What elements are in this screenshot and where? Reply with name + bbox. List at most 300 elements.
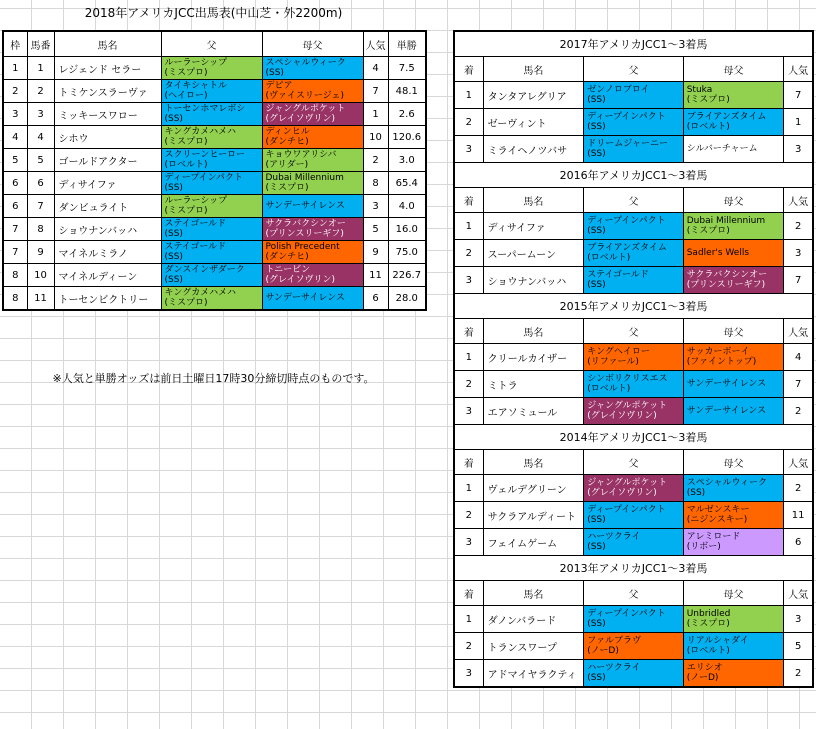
damsire-cell-line: サクラバクシンオー (686, 270, 768, 280)
damsire-cell-line: (ロベルト) (686, 122, 730, 132)
horse-name-cell: レジェンド セラー (54, 57, 161, 80)
past-header-rank: 着 (454, 319, 483, 344)
sire-cell (584, 475, 684, 502)
sire-cell-line: ドリームジャーニー (587, 139, 669, 149)
past-header-damsire: 母父 (683, 57, 784, 82)
damsire-cell-line: シルバーチャーム (686, 144, 758, 154)
umaban-cell: 3 (27, 103, 54, 126)
sire-cell (584, 82, 684, 109)
damsire-cell (683, 371, 784, 398)
damsire-cell-line: (ミスプロ) (686, 95, 730, 105)
horse-name-cell: トランスワープ (483, 633, 584, 660)
sire-cell-line: ファルブラヴ (587, 636, 642, 646)
rank-cell: 1 (454, 213, 483, 240)
sire-cell (584, 371, 684, 398)
sire-cell (584, 660, 684, 688)
sire-cell-line: ステイゴールド (587, 270, 649, 280)
horse-name-cell: トーセンビクトリー (54, 287, 161, 311)
damsire-cell (683, 633, 784, 660)
sire-cell-line: (SS) (164, 183, 183, 193)
damsire-cell-line: (ニジンスキー) (686, 515, 748, 525)
damsire-cell-line: サンデーサイレンス (265, 293, 345, 303)
popularity-cell: 7 (784, 371, 813, 398)
sire-cell (161, 287, 262, 311)
past-header-popularity: 人気 (784, 188, 813, 213)
umaban-cell: 2 (27, 80, 54, 103)
popularity-cell: 4 (784, 344, 813, 371)
waku-cell: 7 (3, 218, 27, 241)
header-popularity: 人気 (363, 31, 388, 57)
odds-cell: 3.0 (388, 149, 426, 172)
past-header-row (454, 188, 813, 213)
horse-name-cell: タンタアレグリア (483, 82, 584, 109)
umaban-cell: 7 (27, 195, 54, 218)
sire-cell-line: (グレイソヴリン) (587, 488, 657, 498)
sire-cell-line: (ミスプロ) (164, 206, 208, 216)
damsire-cell-line: リアルシャダイ (686, 636, 749, 646)
sire-cell-line: ディープインパクト (587, 505, 666, 515)
damsire-cell-line: サッカーボーイ (686, 347, 750, 357)
entry-row (3, 264, 426, 287)
sire-cell-line: キングカメハメハ (164, 288, 237, 298)
sire-cell (161, 149, 262, 172)
waku-cell: 5 (3, 149, 27, 172)
sire-cell-line: ハーツクライ (587, 532, 641, 542)
damsire-cell-line: (ミスプロ) (686, 619, 730, 629)
past-results-table (453, 30, 814, 688)
damsire-cell-line: サンデーサイレンス (686, 406, 767, 416)
sire-cell (584, 344, 684, 371)
past-header-sire: 父 (584, 581, 684, 606)
damsire-cell-line: (SS) (686, 488, 706, 498)
horse-name-cell: ミライヘノツバサ (483, 136, 584, 163)
umaban-cell: 9 (27, 241, 54, 264)
damsire-cell-line: サクラバクシンオー (265, 219, 346, 229)
popularity-cell: 2 (784, 475, 813, 502)
damsire-cell-line: (プリンスリーギフ) (265, 229, 344, 239)
horse-name-cell: マイネルディーン (54, 264, 161, 287)
damsire-cell-line: ジャングルポケット (265, 104, 346, 114)
damsire-cell (683, 606, 784, 633)
damsire-cell-line: Sadler's Wells (686, 248, 750, 258)
entry-row (3, 241, 426, 264)
sire-cell (584, 240, 684, 267)
popularity-cell: 6 (784, 529, 813, 556)
sire-cell-line: (ロベルト) (587, 253, 631, 263)
damsire-cell-line: Dubai Millennium (265, 173, 344, 183)
sire-cell (161, 264, 262, 287)
sire-cell (584, 502, 684, 529)
past-header-horse-name: 馬名 (483, 188, 584, 213)
past-result-row (454, 529, 813, 556)
rank-cell: 3 (454, 136, 483, 163)
sire-cell (584, 267, 684, 294)
rank-cell: 2 (454, 240, 483, 267)
odds-note: ※人気と単勝オッズは前日土曜日17時30分締切時点のものです。 (52, 372, 375, 385)
entry-row (3, 103, 426, 126)
header-umaban: 馬番 (27, 31, 54, 57)
sire-cell (161, 80, 262, 103)
sire-cell-line: (SS) (587, 280, 606, 290)
sire-cell-line: ゼンノロブロイ (587, 85, 650, 95)
rank-cell: 2 (454, 633, 483, 660)
sire-cell (584, 633, 684, 660)
past-header-damsire: 母父 (683, 450, 784, 475)
damsire-cell-line: (アリダー) (265, 160, 309, 170)
past-result-row (454, 633, 813, 660)
odds-cell: 120.6 (388, 126, 426, 149)
damsire-cell-line: ディンヒル (265, 127, 310, 137)
sire-cell-line: (ノーD) (587, 646, 619, 656)
past-header-rank: 着 (454, 188, 483, 213)
sire-cell-line: ジャングルポケット (587, 478, 668, 488)
past-section-title: 2014年アメリカJCC1～3着馬 (454, 425, 813, 450)
popularity-cell: 5 (363, 218, 388, 241)
sire-cell-line: キングカメハメハ (164, 127, 237, 137)
umaban-cell: 4 (27, 126, 54, 149)
sire-cell-line: トーセンホマレボシ (164, 104, 246, 114)
waku-cell: 7 (3, 241, 27, 264)
damsire-cell-line: (ファイントップ) (686, 357, 757, 367)
past-header-popularity: 人気 (784, 319, 813, 344)
past-header-row (454, 581, 813, 606)
damsire-cell (683, 502, 784, 529)
horse-name-cell: ミッキースワロー (54, 103, 161, 126)
horse-name-cell: ゴールドアクター (54, 149, 161, 172)
damsire-cell (262, 218, 363, 241)
sire-cell-line: (SS) (587, 122, 606, 132)
rank-cell: 2 (454, 109, 483, 136)
popularity-cell: 4 (363, 57, 388, 80)
sire-cell-line: (グレイソヴリン) (587, 411, 657, 421)
damsire-cell-line: スペシャルウィーク (686, 478, 767, 488)
sire-cell-line: ハーツクライ (587, 663, 641, 673)
popularity-cell: 3 (784, 240, 813, 267)
past-result-row (454, 109, 813, 136)
damsire-cell (683, 529, 784, 556)
popularity-cell: 11 (363, 264, 388, 287)
damsire-cell (683, 136, 784, 163)
odds-cell: 16.0 (388, 218, 426, 241)
past-section-title-row (454, 31, 813, 57)
umaban-cell: 1 (27, 57, 54, 80)
horse-name-cell: ミトラ (483, 371, 584, 398)
damsire-cell-line: エリシオ (686, 663, 723, 673)
damsire-cell (262, 57, 363, 80)
past-header-rank: 着 (454, 57, 483, 82)
waku-cell: 6 (3, 172, 27, 195)
rank-cell: 3 (454, 529, 483, 556)
popularity-cell: 1 (784, 109, 813, 136)
horse-name-cell: クリールカイザー (483, 344, 584, 371)
damsire-cell-line: Polish Precedent (265, 242, 340, 252)
sire-cell (161, 57, 262, 80)
sire-cell-line: (SS) (587, 515, 606, 525)
damsire-cell-line: スペシャルウィーク (265, 58, 346, 68)
rank-cell: 3 (454, 660, 483, 688)
sire-cell-line: ルーラーシップ (164, 58, 228, 68)
waku-cell: 6 (3, 195, 27, 218)
past-header-sire: 父 (584, 319, 684, 344)
damsire-cell-line: (ダンチヒ) (265, 137, 309, 147)
entry-row (3, 57, 426, 80)
horse-name-cell: ショウナンバッハ (483, 267, 584, 294)
waku-cell: 3 (3, 103, 27, 126)
past-section-title: 2017年アメリカJCC1～3着馬 (454, 31, 813, 57)
sire-cell-line: (リファール) (587, 357, 639, 367)
horse-name-cell: ディサイファ (54, 172, 161, 195)
sire-cell (161, 241, 262, 264)
sire-cell-line: ディープインパクト (587, 609, 666, 619)
damsire-cell (683, 213, 784, 240)
damsire-cell (683, 82, 784, 109)
damsire-cell (262, 195, 363, 218)
popularity-cell: 7 (784, 267, 813, 294)
rank-cell: 1 (454, 82, 483, 109)
header-horse-name: 馬名 (54, 31, 161, 57)
rank-cell: 2 (454, 371, 483, 398)
past-section-title-row (454, 425, 813, 450)
entry-row (3, 126, 426, 149)
past-section-title: 2013年アメリカJCC1～3着馬 (454, 556, 813, 581)
popularity-cell: 1 (363, 103, 388, 126)
damsire-cell-line: Unbridled (686, 609, 731, 619)
damsire-cell-line: サンデーサイレンス (265, 201, 345, 211)
sire-cell (161, 103, 262, 126)
sire-cell (584, 213, 684, 240)
sire-cell (161, 172, 262, 195)
umaban-cell: 8 (27, 218, 54, 241)
entry-header-row (3, 31, 426, 57)
past-header-horse-name: 馬名 (483, 319, 584, 344)
sire-cell-line: (ロベルト) (587, 384, 631, 394)
waku-cell: 8 (3, 287, 27, 311)
past-result-row (454, 213, 813, 240)
horse-name-cell: ショウナンバッハ (54, 218, 161, 241)
sire-cell-line: ディープインパクト (164, 173, 243, 183)
damsire-cell (262, 287, 363, 311)
damsire-cell (683, 109, 784, 136)
sire-cell-line: (ヘイロー) (164, 91, 208, 101)
umaban-cell: 11 (27, 287, 54, 311)
sire-cell-line: (ミスプロ) (164, 68, 208, 78)
damsire-cell-line: トニービン (265, 265, 311, 275)
entry-row (3, 287, 426, 311)
sire-cell-line: ステイゴールド (164, 242, 227, 252)
past-header-damsire: 母父 (683, 319, 784, 344)
damsire-cell (683, 660, 784, 688)
horse-name-cell: ヴェルデグリーン (483, 475, 584, 502)
entry-row (3, 80, 426, 103)
odds-cell: 226.7 (388, 264, 426, 287)
damsire-cell-line: (ミスプロ) (686, 226, 730, 236)
damsire-cell (683, 475, 784, 502)
entry-table (2, 30, 427, 311)
past-section-title-row (454, 163, 813, 188)
horse-name-cell: ダノンバラード (483, 606, 584, 633)
popularity-cell: 11 (784, 502, 813, 529)
past-header-row (454, 319, 813, 344)
past-result-row (454, 398, 813, 425)
sire-cell-line: (SS) (587, 673, 606, 683)
popularity-cell: 2 (784, 398, 813, 425)
past-result-row (454, 344, 813, 371)
damsire-cell-line: Stuka (686, 85, 713, 95)
past-result-row (454, 475, 813, 502)
popularity-cell: 7 (363, 80, 388, 103)
sire-cell-line: (SS) (164, 229, 183, 239)
horse-name-cell: ゼーヴィント (483, 109, 584, 136)
past-header-horse-name: 馬名 (483, 57, 584, 82)
damsire-cell (262, 149, 363, 172)
horse-name-cell: ディサイファ (483, 213, 584, 240)
damsire-cell-line: キョウワアリシバ (265, 150, 337, 160)
sire-cell-line: (SS) (587, 226, 606, 236)
damsire-cell-line: マルゼンスキー (686, 505, 750, 515)
past-header-sire: 父 (584, 450, 684, 475)
past-section-title: 2015年アメリカJCC1～3着馬 (454, 294, 813, 319)
sire-cell-line: タイキシャトル (164, 81, 228, 91)
damsire-cell-line: (ミスプロ) (265, 183, 309, 193)
sire-cell-line: ディープインパクト (587, 112, 666, 122)
header-damsire: 母父 (262, 31, 363, 57)
sire-cell-line: (SS) (587, 149, 606, 159)
damsire-cell (683, 240, 784, 267)
sire-cell-line: ルーラーシップ (164, 196, 228, 206)
past-result-row (454, 267, 813, 294)
damsire-cell (683, 267, 784, 294)
sire-cell-line: (SS) (587, 619, 606, 629)
popularity-cell: 9 (363, 241, 388, 264)
sire-cell (584, 398, 684, 425)
rank-cell: 1 (454, 475, 483, 502)
past-header-damsire: 母父 (683, 188, 784, 213)
past-header-popularity: 人気 (784, 57, 813, 82)
sire-cell-line: シンボリクリスエス (587, 374, 668, 384)
past-header-sire: 父 (584, 57, 684, 82)
past-section-title-row (454, 294, 813, 319)
damsire-cell-line: ブライアンズタイム (686, 112, 767, 122)
horse-name-cell: エアソミュール (483, 398, 584, 425)
umaban-cell: 5 (27, 149, 54, 172)
damsire-cell-line: (グレイソヴリン) (265, 114, 336, 124)
damsire-cell-line: アレミロード (686, 532, 741, 542)
rank-cell: 1 (454, 606, 483, 633)
popularity-cell: 2 (784, 213, 813, 240)
header-odds: 単勝 (388, 31, 426, 57)
rank-cell: 3 (454, 267, 483, 294)
past-section-title-row (454, 556, 813, 581)
popularity-cell: 6 (363, 287, 388, 311)
rank-cell: 1 (454, 344, 483, 371)
damsire-cell-line: Dubai Millennium (686, 216, 766, 226)
sire-cell-line: (SS) (164, 114, 183, 124)
sire-cell-line: ディープインパクト (587, 216, 666, 226)
sire-cell-line: スクリーンヒーロー (164, 150, 245, 160)
waku-cell: 1 (3, 57, 27, 80)
odds-cell: 2.6 (388, 103, 426, 126)
past-result-row (454, 502, 813, 529)
past-header-popularity: 人気 (784, 450, 813, 475)
past-header-horse-name: 馬名 (483, 581, 584, 606)
past-header-horse-name: 馬名 (483, 450, 584, 475)
page-title: 2018年アメリカJCC出馬表(中山芝・外2200m) (84, 6, 343, 20)
popularity-cell: 3 (784, 606, 813, 633)
odds-cell: 48.1 (388, 80, 426, 103)
damsire-cell-line: (ヴァイスリージェ) (265, 91, 344, 101)
sire-cell-line: キングヘイロー (587, 347, 650, 357)
horse-name-cell: マイネルミラノ (54, 241, 161, 264)
sire-cell-line: (SS) (587, 95, 606, 105)
past-header-sire: 父 (584, 188, 684, 213)
past-result-row (454, 606, 813, 633)
horse-name-cell: フェイムゲーム (483, 529, 584, 556)
header-waku: 枠 (3, 31, 27, 57)
damsire-cell (683, 344, 784, 371)
horse-name-cell: サクラアルディート (483, 502, 584, 529)
damsire-cell-line: (プリンスリーギフ) (686, 280, 766, 290)
past-result-row (454, 371, 813, 398)
sire-cell (161, 195, 262, 218)
damsire-cell (262, 264, 363, 287)
popularity-cell: 7 (784, 82, 813, 109)
damsire-cell-line: (ロベルト) (686, 646, 730, 656)
damsire-cell-line: (リボー) (686, 542, 721, 552)
umaban-cell: 6 (27, 172, 54, 195)
damsire-cell-line: (ノーD) (686, 673, 719, 683)
waku-cell: 8 (3, 264, 27, 287)
popularity-cell: 3 (784, 136, 813, 163)
odds-cell: 7.5 (388, 57, 426, 80)
popularity-cell: 2 (363, 149, 388, 172)
damsire-cell (262, 80, 363, 103)
sire-cell-line: ダンスインザダーク (164, 265, 245, 275)
entry-row (3, 149, 426, 172)
horse-name-cell: ダンビュライト (54, 195, 161, 218)
past-header-row (454, 450, 813, 475)
header-sire: 父 (161, 31, 262, 57)
damsire-cell (262, 126, 363, 149)
damsire-cell (262, 103, 363, 126)
past-header-row (454, 57, 813, 82)
popularity-cell: 3 (363, 195, 388, 218)
past-result-row (454, 136, 813, 163)
odds-cell: 4.0 (388, 195, 426, 218)
sire-cell (584, 109, 684, 136)
past-result-row (454, 82, 813, 109)
damsire-cell (683, 398, 784, 425)
damsire-cell-line: サンデーサイレンス (686, 379, 767, 389)
entry-row (3, 218, 426, 241)
sire-cell-line: (ミスプロ) (164, 298, 208, 308)
sire-cell (584, 529, 684, 556)
sire-cell-line: (SS) (587, 542, 606, 552)
horse-name-cell: トミケンスラーヴァ (54, 80, 161, 103)
waku-cell: 2 (3, 80, 27, 103)
sire-cell-line: (ミスプロ) (164, 137, 208, 147)
sire-cell (161, 126, 262, 149)
sire-cell (584, 136, 684, 163)
popularity-cell: 10 (363, 126, 388, 149)
entry-row (3, 195, 426, 218)
rank-cell: 2 (454, 502, 483, 529)
popularity-cell: 8 (363, 172, 388, 195)
odds-cell: 65.4 (388, 172, 426, 195)
past-header-rank: 着 (454, 581, 483, 606)
entry-row (3, 172, 426, 195)
past-result-row (454, 660, 813, 688)
waku-cell: 4 (3, 126, 27, 149)
